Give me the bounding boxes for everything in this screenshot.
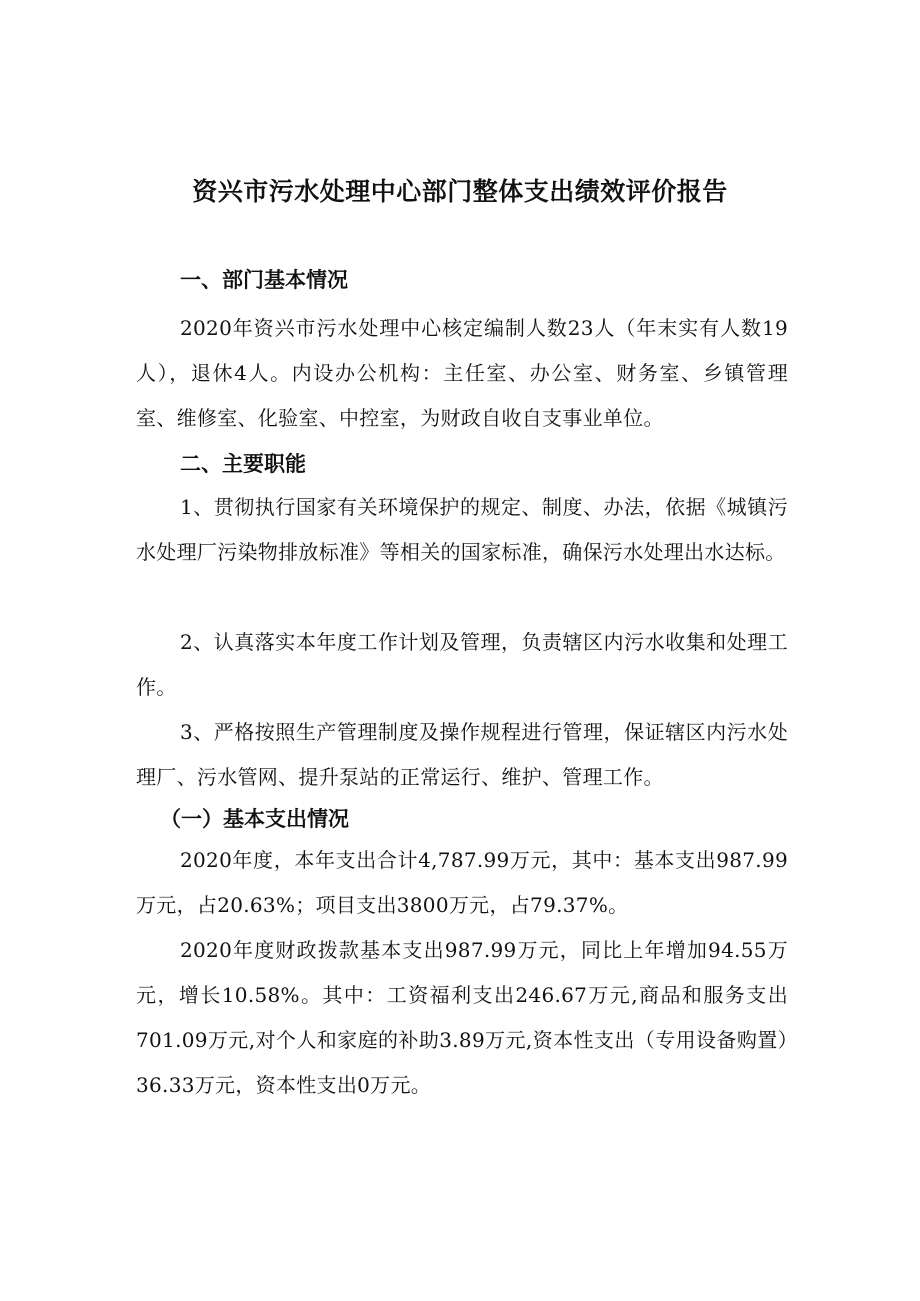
section-heading-main-functions: 二、主要职能: [180, 452, 306, 476]
function-item-3: 3、严格按照生产管理制度及操作规程进行管理，保证辖区内污水处理厂、污水管网、提升泵站的正常运行、维护、管理工作。: [136, 720, 788, 789]
paragraph-fiscal-allocation: 2020年度财政拨款基本支出987.99万元，同比上年增加94.55万元，增长10.58%。其中：工资福利支出246.67万元,商品和服务支出701.09万元,对个人和家庭的补助3.89万元,资本性支出（专用设备购置）36.33万元，资本性支出0万元。: [136, 938, 788, 1097]
function-item-2: 2、认真落实本年度工作计划及管理，负责辖区内污水收集和处理工作。: [136, 630, 788, 699]
document-title: 资兴市污水处理中心部门整体支出绩效评价报告: [192, 177, 728, 206]
function-item-1: 1、贯彻执行国家有关环境保护的规定、制度、办法，依据《城镇污水处理厂污染物排放标准》等相关的国家标准，确保污水处理出水达标。: [136, 495, 788, 564]
paragraph-total-expenditure: 2020年度，本年支出合计4,787.99万元，其中：基本支出987.99万元，占20.63%；项目支出3800万元，占79.37%。: [136, 848, 788, 917]
paragraph-basic-info: 2020年资兴市污水处理中心核定编制人数23人（年末实有人数19人），退休4人。内设办公机构：主任室、办公室、财务室、乡镇管理室、维修室、化验室、中控室，为财政自收自支事业单位。: [136, 316, 788, 430]
section-heading-basic-info: 一、部门基本情况: [180, 268, 348, 292]
subsection-heading-basic-expenditure: （一）基本支出情况: [160, 807, 349, 831]
